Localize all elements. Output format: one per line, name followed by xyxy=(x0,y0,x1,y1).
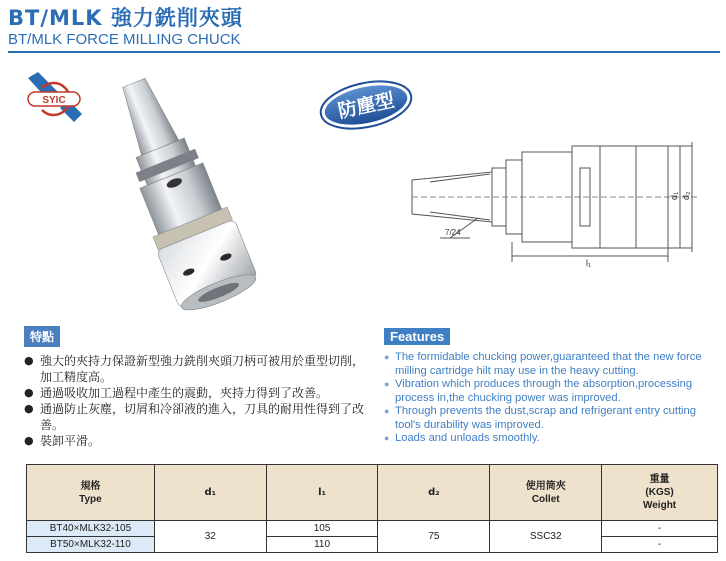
page-title: BT/MLK 強力銑削夾頭 xyxy=(8,6,243,30)
logo-text: SYIC xyxy=(42,95,66,106)
l1-header: l₁ xyxy=(266,465,378,521)
dustproof-badge xyxy=(316,78,416,130)
type-header: 規格 Type xyxy=(27,465,155,521)
table-header-row xyxy=(27,465,718,521)
weight-cell: - xyxy=(602,521,718,537)
taper-label: 7/24 xyxy=(445,228,461,237)
list-item: ● 通過防止灰塵，切屑和冷卻液的進入，刀具的耐用性得到了改善。 xyxy=(24,401,364,433)
list-item: ● Through prevents the dust,scrap and refrigerant entry cutting tool's durability was improved. xyxy=(384,405,720,432)
l1-cell: 110 xyxy=(266,537,378,553)
badge-text: 防塵型 xyxy=(336,89,397,123)
type-cell: BT40×MLK32-105 xyxy=(27,521,155,537)
table-row xyxy=(27,537,718,553)
list-item: ● 強大的夾持力保證新型強力銑削夾頭刀柄可被用於重型切削，加工精度高。 xyxy=(24,353,364,385)
l1-cell: 105 xyxy=(266,521,378,537)
d1-header: d₁ xyxy=(154,465,266,521)
weight-cell: - xyxy=(602,537,718,553)
chuck-product-image xyxy=(90,70,290,320)
spec-table xyxy=(26,464,718,553)
features-en-list xyxy=(384,351,720,446)
weight-header: 重量 (KGS) Weight xyxy=(602,465,718,521)
list-item: ● 通過吸收加工過程中產生的震動，夾持力得到了改善。 xyxy=(24,385,364,401)
list-item: ● 裝卸平滑。 xyxy=(24,433,364,449)
features-en-section xyxy=(384,326,720,446)
brand-logo-icon xyxy=(24,70,84,126)
list-item: ● Loads and unloads smoothly. xyxy=(384,432,720,446)
table-row xyxy=(27,521,718,537)
d1-cell: 32 xyxy=(154,521,266,553)
features-en-heading: Features xyxy=(384,328,450,345)
header-divider xyxy=(8,51,720,53)
collet-header: 使用筒夾 Collet xyxy=(490,465,602,521)
features-cn-heading: 特點 xyxy=(24,326,60,347)
list-item: ● Vibration which produces through the absorption,processing process in,the chucking power was improved. xyxy=(384,378,720,405)
d1-label: d₁ xyxy=(669,191,679,200)
features-cn-section xyxy=(24,326,364,449)
d2-header: d₂ xyxy=(378,465,490,521)
type-cell: BT50×MLK32-110 xyxy=(27,537,155,553)
page-subtitle: BT/MLK FORCE MILLING CHUCK xyxy=(8,31,241,48)
collet-cell: SSC32 xyxy=(490,521,602,553)
list-item: ● The formidable chucking power,guaranteed that the new force milling cartridge hilt may use in the heavy cutting. xyxy=(384,351,720,378)
l1-label: l₁ xyxy=(586,258,592,268)
d2-cell: 75 xyxy=(378,521,490,553)
features-cn-list xyxy=(24,353,364,449)
technical-drawing xyxy=(400,138,716,268)
d2-label: d₂ xyxy=(681,191,691,200)
